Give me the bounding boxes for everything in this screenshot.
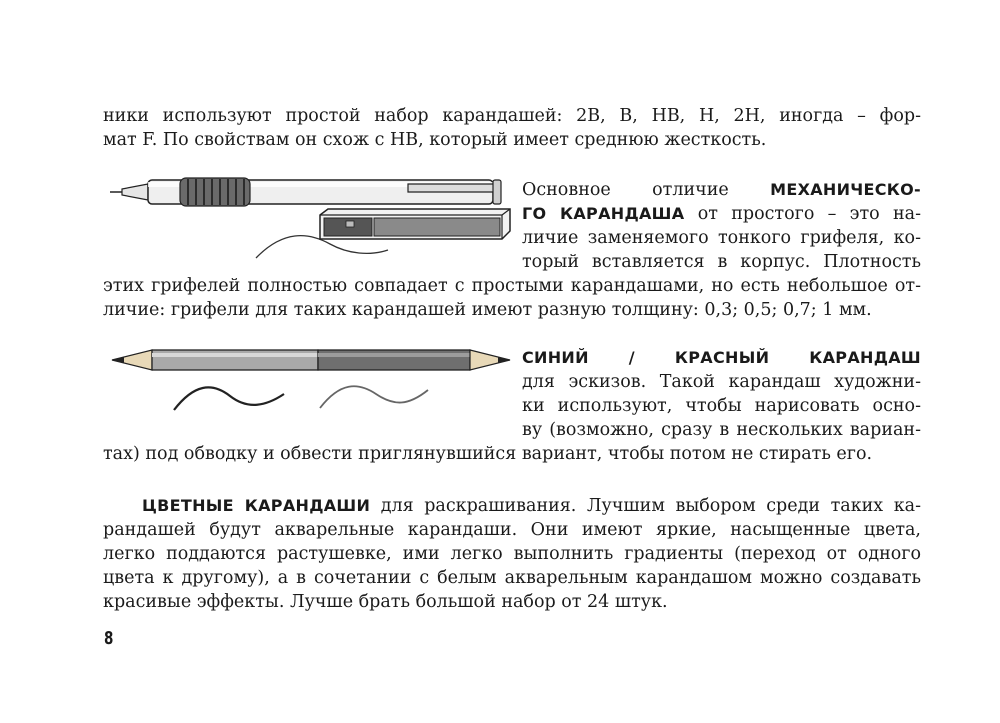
section-heading: ГО КАРАНДАША: [522, 204, 685, 223]
paragraph-line: рандашей будут акварельные карандаши. Они имеют яркие, насыщенные цвета,: [103, 520, 921, 540]
paragraph-line: для эскизов. Такой карандаш художни-: [522, 372, 921, 392]
paragraph-line: ки используют, чтобы нарисовать осно-: [522, 396, 921, 416]
lead-case-icon: [316, 207, 516, 247]
page-number: 8: [104, 628, 114, 649]
paragraph-line: личие: грифели для таких карандашей имеют разную толщину: 0,3; 0,5; 0,7; 1 мм.: [103, 300, 872, 320]
blue-red-pencil-icon: [108, 344, 518, 420]
text-run: от простого – это на-: [684, 204, 921, 224]
paragraph-line: личие заменяемого тонкого грифеля, ко-: [522, 228, 921, 248]
paragraph-line: ву (возможно, сразу в нескольких вариан-: [522, 420, 921, 440]
paragraph-line: [142, 494, 921, 518]
paragraph-line: [522, 178, 921, 202]
paragraph-line: ники используют простой набор карандашей: 2B, B, HB, H, 2H, иногда – фор-: [103, 106, 921, 126]
section-heading: СИНИЙ / КРАСНЫЙ КАРАНДАШ: [522, 348, 921, 367]
paragraph-line: [522, 202, 921, 226]
paragraph-line: этих грифелей полностью совпадает с простыми карандашами, но есть небольшое от-: [103, 276, 921, 296]
paragraph-line: красивые эффекты. Лучше брать большой набор от 24 штук.: [103, 592, 668, 612]
text-run: для раскрашивания. Лучшим выбором среди таких ка-: [370, 496, 921, 516]
text-run: Основное отличие: [522, 180, 771, 200]
paragraph-line: торый вставляется в корпус. Плотность: [522, 252, 921, 272]
paragraph-line: мат F. По свойствам он схож с HB, который имеет среднюю жесткость.: [103, 130, 767, 150]
paragraph-line: легко поддаются растушевке, ими легко выполнить градиенты (переход от одного: [103, 544, 921, 564]
section-heading: ЦВЕТНЫЕ КАРАНДАШИ: [142, 496, 371, 515]
paragraph-line: [522, 346, 921, 370]
paragraph-line: тах) под обводку и обвести приглянувшийся вариант, чтобы потом не стирать его.: [103, 444, 873, 464]
paragraph-line: цвета к другому), а в сочетании с белым акварельным карандашом можно создавать: [103, 568, 921, 588]
section-heading: МЕХАНИЧЕСКО-: [770, 180, 921, 199]
